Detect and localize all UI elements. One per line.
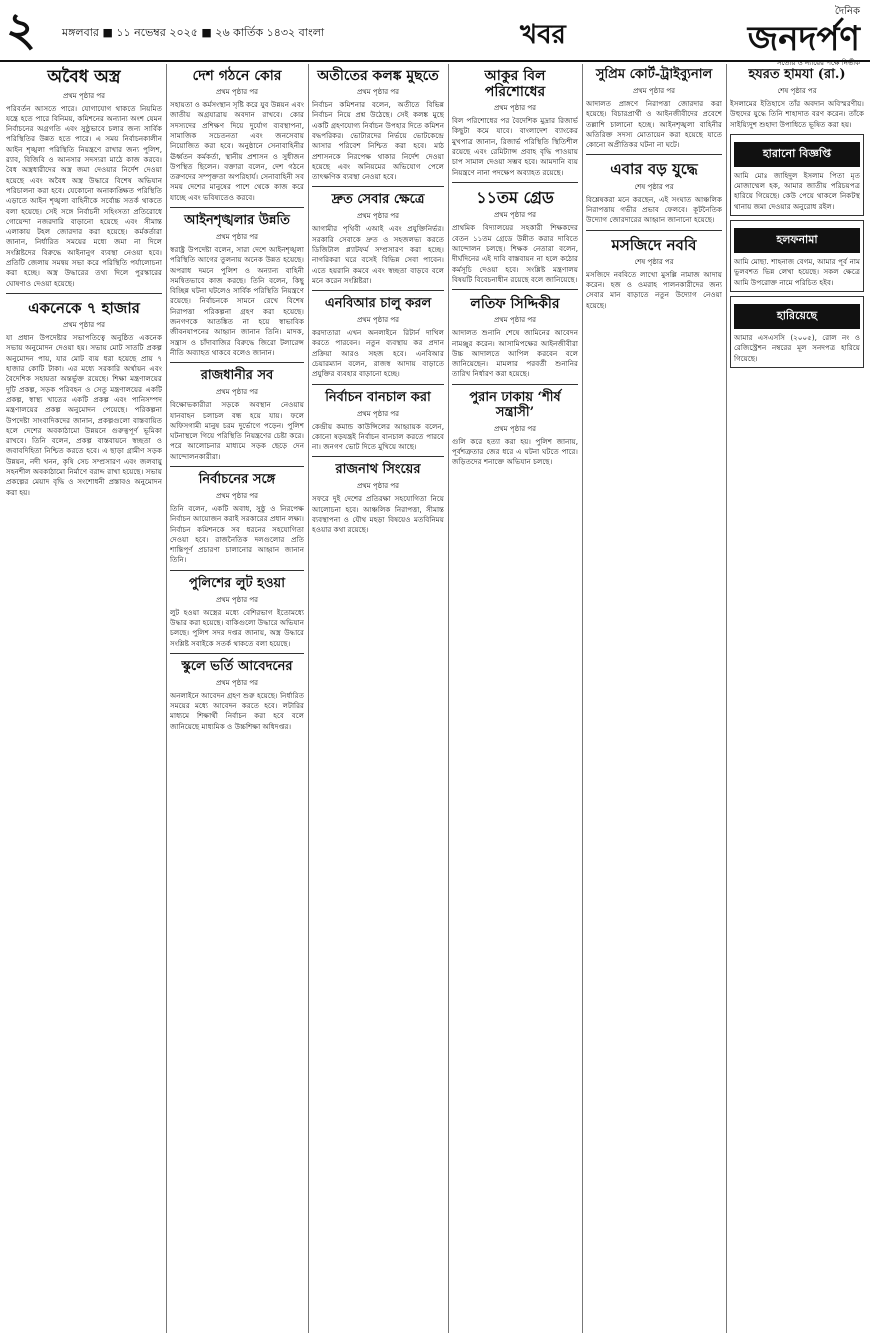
- article-body: আদালত প্রাঙ্গণে নিরাপত্তা জোরদার করা হয়েছে। বিচারপ্রার্থী ও আইনজীবীদের প্রবেশে তল্লাশি চালানো হচ্ছে। আইনশৃঙ্খলা বাহিনীর অতিরিক্ত সদস্য মোতায়েন করা হয়েছে যাতে কোনো অপ্রীতিকর ঘটনা না ঘটে।: [586, 98, 722, 150]
- kicker: প্রথম পৃষ্ঠার পর: [216, 388, 258, 397]
- kicker: প্রথম পৃষ্ঠার পর: [216, 233, 258, 241]
- headline: মসজিদে নববি: [611, 235, 697, 254]
- kicker: প্রথম পৃষ্ঠার পর: [494, 316, 536, 325]
- article-body: পরিবর্তন আসতে পারে। যোগাযোগ থাকতে নিয়মিত যন্ত্রে হতে পারে বিনিময়, কমিশনের অন্যান্য অংশ যেমন নির্বাচনের অগ্রগতি এবং সুষ্ঠুভাবে চলার জন্য সার্বিক পরিস্থিতির উন্নত হতে পারে। এ সময় নির্বাচনকালীন আইন শৃঙ্খলা পরিস্থিতি নিয়ন্ত্রণে রাখার জন্য পুলিশ, র‍্যাব, বিজিবি ও আনসার সদস্যরা মাঠে কাজ করবে। বৈধ অস্ত্রধারীদের অস্ত্র জমা দেওয়ার নির্দেশ দেওয়া হয়েছে এবং অবৈধ অস্ত্র উদ্ধারে বিশেষ অভিযান পরিচালনা করা হবে। যেকোনো অনাকাঙ্ক্ষিত পরিস্থিতি এড়াতে আইন শৃঙ্খলা বাহিনীকে সর্বোচ্চ সতর্ক থাকতে বলা হয়েছে। সেই সঙ্গে নির্বাচনী সহিংসতা প্রতিরোধে গোয়েন্দা নজরদারি বাড়ানো হয়েছে এবং সীমান্ত এলাকায় টহল জোরদার করা হয়েছে। কর্মকর্তারা জানান, নির্ধারিত সময়ের মধ্যে জমা না দিলে সংশ্লিষ্টদের বিরুদ্ধে আইনানুগ ব্যবস্থা নেওয়া হবে। প্রতিটি জেলায় সমন্বয় সভা করে পরিস্থিতি পর্যালোচনা করা হচ্ছে। অস্ত্র উদ্ধারের তথ্য দিলে পুরস্কারের ঘোষণাও দেওয়া হয়েছে।: [6, 103, 162, 288]
- article-body: আগামীর পৃথিবী এআই এবং প্রযুক্তিনির্ভর। সরকারি সেবাকে দ্রুত ও সহজলভ্য করতে ডিজিটাল প্ল্যাটফর্ম সম্প্রসারণ করা হচ্ছে। নাগরিকরা ঘরে বসেই বিভিন্ন সেবা পাবেন। এতে হয়রানি কমবে এবং স্বচ্ছতা বাড়বে বলে মনে করেন সংশ্লিষ্টরা।: [312, 224, 444, 285]
- kicker: প্রথম পৃষ্ঠার পর: [216, 88, 258, 97]
- kicker: প্রথম পৃষ্ঠার পর: [357, 212, 399, 221]
- article-body: বিক্ষোভকারীরা সড়কে অবস্থান নেওয়ায় যানবাহন চলাচল বন্ধ হয়ে যায়। ফলে অফিসগামী মানুষ চরম দুর্ভোগে পড়েন। পুলিশ ঘটনাস্থলে গিয়ে পরিস্থিতি নিয়ন্ত্রণের চেষ্টা করে। পরে আলোচনার মাধ্যমে সড়ক ছেড়ে দেন আন্দোলনকারীরা।: [170, 400, 304, 461]
- article-body: বিল পরিশোধের পর বৈদেশিক মুদ্রার রিজার্ভ কিছুটা কমে যাবে। বাংলাদেশ ব্যাংকের মুখপাত্র জানান, রিজার্ভ পরিস্থিতি স্থিতিশীল রয়েছে এবং রেমিট্যান্স প্রবাহ বৃদ্ধি পাওয়ায় চাপ সামাল দেওয়া সম্ভব হবে। আমদানি ব্যয় নিয়ন্ত্রণে নানা পদক্ষেপ অব্যাহত রয়েছে।: [452, 116, 578, 177]
- headline: লতিফ সিদ্দিকীর: [470, 296, 560, 313]
- brand-tagline: সত্যের ও ন্যায়ের পক্ষে নির্ভীক: [776, 59, 860, 67]
- lost-certificate-notice: [730, 296, 864, 368]
- article-body: নির্বাচন কমিশনার বলেন, অতীতে বিভিন্ন নির্বাচন নিয়ে প্রশ্ন উঠেছে। সেই কলঙ্ক মুছে একটি গ্রহণযোগ্য নির্বাচন উপহার দিতে কমিশন বদ্ধপরিকর। ভোটারদের নির্ভয়ে ভোটকেন্দ্রে আসার পরিবেশ নিশ্চিত করা হবে। মাঠ প্রশাসনকে নিরপেক্ষ থাকার নির্দেশ দেওয়া হয়েছে এবং অনিয়মের অভিযোগ পেলে তাৎক্ষণিক ব্যবস্থা নেওয়া হবে।: [312, 100, 444, 182]
- headline: পুরান ঢাকায় ‘শীর্ষ সন্ত্রাসী’: [469, 389, 561, 420]
- notice-title: হলফনামা: [734, 228, 860, 253]
- headline: অবৈধ অস্ত্র: [47, 67, 121, 87]
- article-body: করদাতারা এখন অনলাইনে রিটার্ন দাখিল করতে পারবেন। নতুন ব্যবস্থায় কর প্রদান প্রক্রিয়া আরও সহজ হবে। এনবিআর চেয়ারম্যান বলেন, রাজস্ব আদায় বাড়াতে প্রযুক্তির ব্যবহার বাড়ানো হচ্ছে।: [312, 328, 444, 379]
- headline: স্কুলে ভর্তি আবেদনের: [181, 658, 293, 674]
- brand-name: জনদর্পণ: [747, 19, 860, 59]
- headline: এবার বড় যুদ্ধে: [610, 160, 698, 179]
- column-rule: [308, 64, 309, 1333]
- notice-title: হারানো বিজ্ঞপ্তি: [734, 142, 860, 167]
- article-body: গুলি করে হত্যা করা হয়। পুলিশ জানায়, পূর্বশত্রুতার জের ধরে এ ঘটনা ঘটতে পারে। জড়িতদের শনাক্তে অভিযান চলছে।: [452, 436, 578, 467]
- kicker: শেষ পৃষ্ঠার পর: [634, 182, 674, 191]
- headline: নির্বাচন বানচাল করা: [325, 389, 431, 405]
- article-body: যা প্রধান উপদেষ্টার সভাপতিত্বে অনুষ্ঠিত একনেক সভায় অনুমোদন দেওয়া হয়। সভায় মোট সাতটি প্রকল্প অনুমোদন পায়, যার মোট ব্যয় ধরা হয়েছে প্রায় ৭ হাজার কোটি টাকা। এর মধ্যে সরকারি অর্থায়ন এবং বৈদেশিক সহায়তা অন্তর্ভুক্ত রয়েছে। শিক্ষা মন্ত্রণালয়ের দুটি প্রকল্প, সড়ক পরিবহন ও সেতু মন্ত্রণালয়ের একটি প্রকল্প, স্বাস্থ্য খাতের একটি প্রকল্প এবং পানিসম্পদ মন্ত্রণালয়ের প্রকল্প অনুমোদন পেয়েছে। পরিকল্পনা উপদেষ্টা সাংবাদিকদের জানান, প্রকল্পগুলো বাস্তবায়িত হলে দেশের অবকাঠামো উন্নয়নে গুরুত্বপূর্ণ ভূমিকা রাখবে। তিনি বলেন, প্রকল্প বাস্তবায়নে স্বচ্ছতা ও জবাবদিহিতা নিশ্চিত করতে হবে। এ ছাড়া গ্রামীণ সড়ক উন্নয়ন, নদী খনন, কৃষি সেচ সম্প্রসারণ এবং জলবায়ু সহনশীল অবকাঠামো নির্মাণে বরাদ্দ রাখা হয়েছে। সভায় প্রকল্পের মেয়াদ বৃদ্ধি ও সংশোধনী প্রস্তাবও অনুমোদন করা হয়।: [6, 333, 162, 497]
- kicker: প্রথম পৃষ্ঠার পর: [494, 211, 536, 220]
- article-body: কেন্দ্রীয় কমান্ড কাউন্সিলের আহ্বায়ক বলেন, কোনো ষড়যন্ত্রই নির্বাচন বানচাল করতে পারবে না। জনগণ ভোট দিতে মুখিয়ে আছে।: [312, 421, 444, 452]
- headline: হযরত হামযা (রা.): [748, 67, 846, 82]
- headline: দ্রুত সেবার ক্ষেত্রে: [331, 192, 425, 208]
- column-rule: [582, 64, 583, 1333]
- kicker: প্রথম পৃষ্ঠার পর: [216, 678, 258, 687]
- headline: পুলিশের লুট হওয়া: [189, 575, 285, 591]
- kicker: প্রথম পৃষ্ঠার পর: [63, 91, 105, 100]
- notice-body: আমি মোছা. শাহনাজ বেগম, আমার পূর্ব নাম ভুলবশত ভিন্ন লেখা হয়েছে। সকল ক্ষেত্রে আমি উপরোক্ত নামে পরিচিত হইব।: [734, 257, 860, 287]
- article-body: সফরে দুই দেশের প্রতিরক্ষা সহযোগিতা নিয়ে আলোচনা হবে। আঞ্চলিক নিরাপত্তা, সীমান্ত ব্যবস্থাপনা ও যৌথ মহড়া বিষয়েও মতবিনিময় হওয়ার কথা রয়েছে।: [312, 494, 444, 535]
- headline: সুপ্রিম কোর্ট-ট্রাইব্যুনাল: [595, 67, 713, 82]
- lost-notice: [730, 134, 864, 216]
- column-rule: [448, 64, 449, 1333]
- article-body: স্বরাষ্ট্র উপদেষ্টা বলেন, সারা দেশে আইনশৃঙ্খলা পরিস্থিতি আগের তুলনায় অনেক উন্নত হয়েছে। অপরাধ দমনে পুলিশ ও অন্যান্য বাহিনী সমন্বিতভাবে কাজ করছে। তিনি বলেন, কিছু বিচ্ছিন্ন ঘটনা ঘটলেও সার্বিক পরিস্থিতি নিয়ন্ত্রণে রয়েছে। নির্বাচনকে সামনে রেখে বিশেষ নিরাপত্তা পরিকল্পনা গ্রহণ করা হয়েছে। জনগণকে আতঙ্কিত না হয়ে স্বাভাবিক জীবনযাপনের আহ্বান জানান তিনি। মাদক, সন্ত্রাস ও চাঁদাবাজির বিরুদ্ধে জিরো টলারেন্স নীতি অব্যাহত থাকবে বলেও জানান।: [170, 245, 304, 357]
- kicker: প্রথম পৃষ্ঠার পর: [216, 491, 258, 500]
- headline: অতীতের কলঙ্ক মুছতে: [317, 68, 439, 84]
- headline: আইনশৃঙ্খলার উন্নতি: [184, 213, 290, 229]
- headline: আকুর বিল পরিশোধের: [484, 68, 546, 101]
- affidavit-notice: [730, 220, 864, 292]
- kicker: শেষ পৃষ্ঠার পর: [777, 86, 817, 95]
- column-5: [586, 64, 722, 1333]
- article-body: লুট হওয়া অস্ত্রের মধ্যে বেশিরভাগ ইতোমধ্যে উদ্ধার করা হয়েছে। বাকিগুলো উদ্ধারে অভিযান চলছে। পুলিশ সদর দপ্তর জানায়, অস্ত্র উদ্ধারে সংশ্লিষ্ট সবাইকে সতর্ক থাকতে বলা হয়েছে।: [170, 607, 304, 648]
- headline: দেশ গঠনে কোর: [192, 68, 282, 84]
- headline: রাজধানীর সব: [200, 368, 274, 384]
- article-body: তিনি বলেন, একটি অবাধ, সুষ্ঠু ও নিরপেক্ষ নির্বাচন আয়োজন করাই সরকারের প্রধান লক্ষ্য। নির্বাচন কমিশনকে সব ধরনের সহযোগিতা দেওয়া হবে। রাজনৈতিক দলগুলোর প্রতি শান্তিপূর্ণ প্রচারণা চালানোর আহ্বান জানান তিনি।: [170, 503, 304, 565]
- masthead: [0, 0, 870, 67]
- column-rule: [726, 64, 727, 1333]
- article-body: মসজিদে নববিতে লাখো মুসল্লি নামাজ আদায় করেন। হজ ও ওমরাহ পালনকারীদের জন্য সেবার মান বাড়াতে নতুন উদ্যোগ নেওয়া হয়েছে।: [586, 269, 722, 310]
- article-body: সহায়তা ও কর্মসংস্থান সৃষ্টি করে যুব উন্নয়ন এবং জাতীয় অগ্রযাত্রায় অবদান রাখবে। কোর সদস্যদের প্রশিক্ষণ দিয়ে দুর্যোগ ব্যবস্থাপনা, সামাজিক সচেতনতা এবং জনসেবায় নিয়োজিত করা হবে। অনুষ্ঠানে সেনাবাহিনীর ঊর্ধ্বতন কর্মকর্তা, স্থানীয় প্রশাসন ও সুধীজন উপস্থিত ছিলেন। বক্তারা বলেন, দেশ গঠনে তরুণদের সম্পৃক্ততা অপরিহার্য। সেনাবাহিনী সব সময় দেশের মানুষের পাশে থেকে কাজ করে যাচ্ছে এবং ভবিষ্যতেও করবে।: [170, 100, 304, 202]
- headline: নির্বাচনের সঙ্গে: [198, 471, 276, 487]
- notice-title: হারিয়েছে: [734, 304, 860, 329]
- dateline: মঙ্গলবার ■ ১১ নভেম্বর ২০২৫ ■ ২৬ কার্তিক ১৪৩২ বাংলা: [62, 26, 325, 39]
- brand-daily: দৈনিক: [834, 6, 860, 17]
- article-body: অনলাইনে আবেদন গ্রহণ শুরু হয়েছে। নির্ধারিত সময়ের মধ্যে আবেদন করতে হবে। লটারির মাধ্যমে শিক্ষার্থী নির্বাচন করা হবে বলে জানিয়েছে মাধ্যমিক ও উচ্চশিক্ষা অধিদপ্তর।: [170, 690, 304, 731]
- column-3: [312, 64, 444, 1333]
- column-rule: [166, 64, 167, 1333]
- kicker: প্রথম পৃষ্ঠার পর: [494, 104, 536, 113]
- column-1: [6, 64, 162, 1333]
- column-6: [730, 64, 864, 1333]
- kicker: প্রথম পৃষ্ঠার পর: [216, 595, 258, 604]
- article-body: ইসলামের ইতিহাসে তাঁর অবদান অবিস্মরণীয়। উহুদের যুদ্ধে তিনি শাহাদাত বরণ করেন। তাঁকে সাইয়্যিদুশ শুহাদা উপাধিতে ভূষিত করা হয়।: [730, 98, 864, 129]
- article-body: প্রাথমিক বিদ্যালয়ের সহকারী শিক্ষকদের বেতন ১১তম গ্রেডে উন্নীত করার দাবিতে আন্দোলন চলছে। শিক্ষক নেতারা বলেন, দীর্ঘদিনের এই দাবি বাস্তবায়ন না হলে কঠোর কর্মসূচি দেওয়া হবে। সংশ্লিষ্ট মন্ত্রণালয় বিষয়টি বিবেচনাধীন রয়েছে বলে জানিয়েছে।: [452, 223, 578, 284]
- kicker: প্রথম পৃষ্ঠার পর: [494, 424, 536, 433]
- section-title: খবর: [520, 20, 566, 50]
- headline: ১১তম গ্রেড: [476, 187, 554, 207]
- article-body: আদালত শুনানি শেষে জামিনের আবেদন নামঞ্জুর করেন। আসামিপক্ষের আইনজীবীরা উচ্চ আদালতে আপিল করবেন বলে জানিয়েছেন। মামলার পরবর্তী শুনানির তারিখ নির্ধারণ করা হয়েছে।: [452, 328, 578, 379]
- kicker: প্রথম পৃষ্ঠার পর: [357, 88, 399, 97]
- kicker: প্রথম পৃষ্ঠার পর: [633, 86, 675, 95]
- brand-logo: [748, 4, 860, 69]
- kicker: প্রথম পৃষ্ঠার পর: [63, 321, 105, 330]
- headline: এনবিআর চালু করল: [324, 296, 432, 312]
- notice-body: আমি মোঃ জাহিদুল ইসলাম পিতা মৃত মোজাম্মেল হক, আমার জাতীয় পরিচয়পত্র হারিয়ে গিয়েছে। কেউ পেয়ে থাকলে নিকটস্থ থানায় জমা দেওয়ার অনুরোধ রইল।: [734, 170, 860, 211]
- headline: একনেকে ৭ হাজার: [28, 298, 140, 317]
- kicker: প্রথম পৃষ্ঠার পর: [357, 316, 399, 325]
- page-number: ২: [6, 2, 36, 56]
- column-2: [170, 64, 304, 1333]
- column-4: [452, 64, 578, 1333]
- headline: রাজনাথ সিংয়ের: [335, 462, 421, 478]
- kicker: শেষ পৃষ্ঠার পর: [634, 257, 674, 266]
- kicker: প্রথম পৃষ্ঠার পর: [357, 482, 399, 491]
- notice-body: আমার এসএসসি (২০০৫), রোল নং ও রেজিস্ট্রেশন নম্বরের মূল সনদপত্র হারিয়ে গিয়েছে।: [734, 332, 860, 363]
- article-body: বিশ্লেষকরা মনে করছেন, এই সংঘাত আঞ্চলিক নিরাপত্তায় গভীর প্রভাব ফেলবে। কূটনৈতিক উদ্যোগ জোরদারের আহ্বান জানানো হয়েছে।: [586, 194, 722, 225]
- kicker: প্রথম পৃষ্ঠার পর: [357, 409, 399, 418]
